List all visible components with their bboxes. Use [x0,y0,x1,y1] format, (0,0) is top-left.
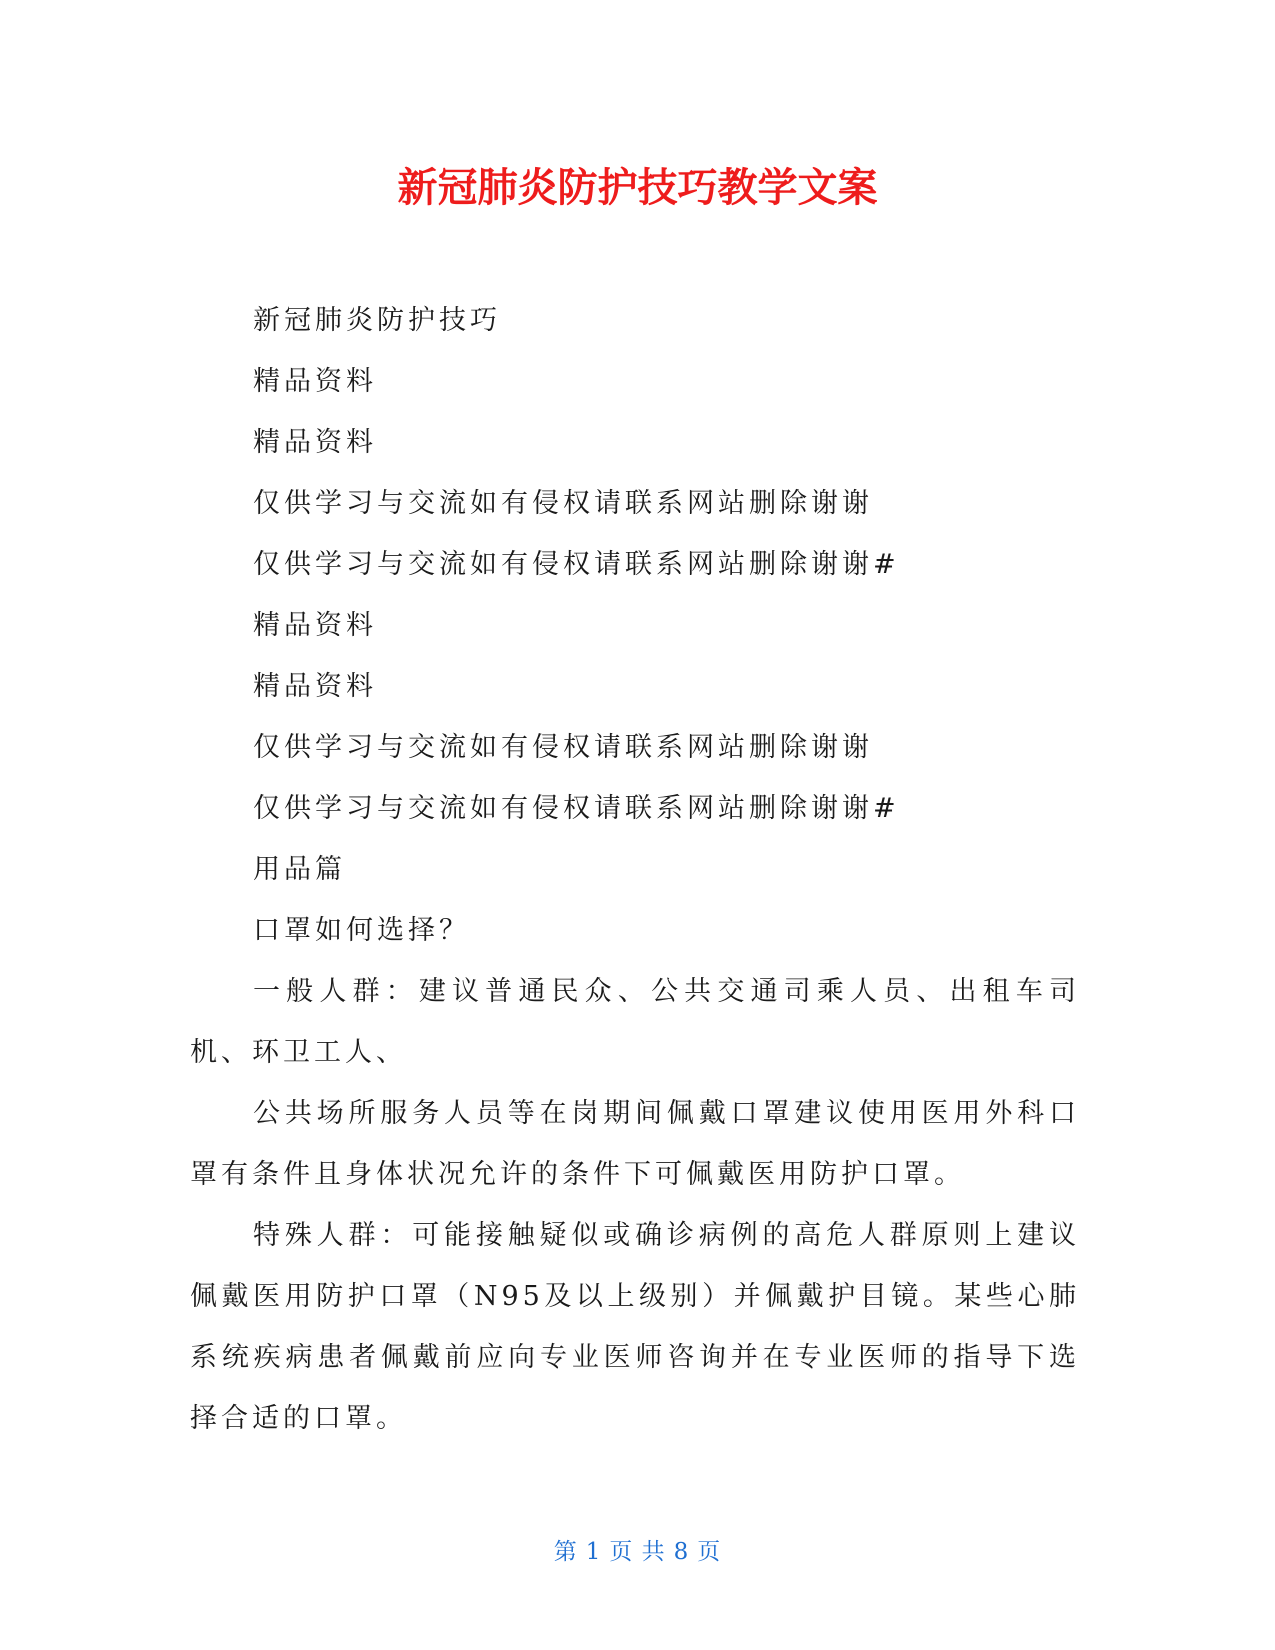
paragraph: 仅供学习与交流如有侵权请联系网站删除谢谢# [253,793,900,824]
paragraph: 仅供学习与交流如有侵权请联系网站删除谢谢 [253,732,873,763]
paragraph-general-population: 一般人群：建议普通民众、公共交通司乘人员、出租车司机、环卫工人、 [190,976,1080,1068]
paragraph-public-staff: 公共场所服务人员等在岗期间佩戴口罩建议使用医用外科口罩有条件且身体状况允许的条件下可佩戴医用防护口罩。 [190,1098,1080,1190]
document-body [190,290,1080,1449]
footer-suffix: 页 [697,1539,722,1565]
paragraph: 新冠肺炎防护技巧 [253,305,501,336]
footer-total-pages: 8 [673,1539,690,1565]
paragraph: 精品资料 [253,427,377,458]
footer-middle: 页 共 [609,1539,666,1565]
paragraph: 精品资料 [253,610,377,641]
paragraph: 仅供学习与交流如有侵权请联系网站删除谢谢 [253,488,873,519]
document-title: 新冠肺炎防护技巧教学文案 [397,165,878,211]
footer-prefix: 第 [553,1539,578,1565]
paragraph-special-population: 特殊人群：可能接触疑似或确诊病例的高危人群原则上建议佩戴医用防护口罩（N95及以上级别）并佩戴护目镜。某些心肺系统疾病患者佩戴前应向专业医师咨询并在专业医师的指导下选择合适的口罩。 [190,1220,1080,1434]
page-number-footer [0,1536,1275,1568]
paragraph: 精品资料 [253,671,377,702]
paragraph: 仅供学习与交流如有侵权请联系网站删除谢谢# [253,549,900,580]
footer-current-page: 1 [585,1539,602,1565]
section-heading: 用品篇 [253,854,346,885]
question-heading: 口罩如何选择？ [253,915,470,946]
paragraph: 精品资料 [253,366,377,397]
